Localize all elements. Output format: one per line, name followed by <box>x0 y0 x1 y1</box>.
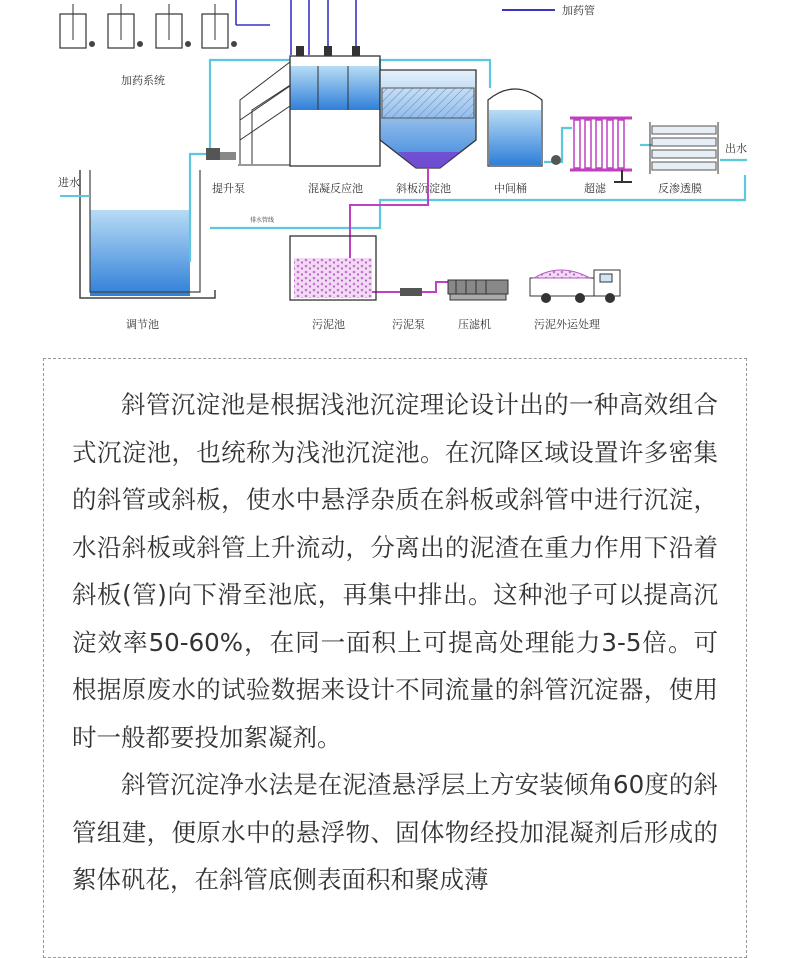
inclined-tubes <box>382 88 474 118</box>
ro-unit <box>650 122 718 174</box>
label-sludge-transport: 污泥外运处理 <box>534 318 600 331</box>
label-uf: 超滤 <box>584 182 606 195</box>
filter-press <box>448 280 508 300</box>
label-mid-tank: 中间桶 <box>494 182 527 195</box>
label-sludge-pump: 污泥泵 <box>392 318 425 331</box>
sludge-tank-fill <box>294 258 372 298</box>
label-lift-pump: 提升泵 <box>212 182 245 195</box>
equal-tank-water <box>90 210 190 296</box>
ultrafiltration-unit <box>570 118 632 182</box>
legend-dosing-label: 加药管 <box>562 4 595 17</box>
water-treatment-process-diagram <box>0 0 790 345</box>
label-equal-tank: 调节池 <box>126 318 159 331</box>
description-text-box <box>43 358 747 958</box>
sludge-truck <box>530 270 620 303</box>
label-coag-tank: 混凝反应池 <box>308 182 363 195</box>
paragraph-1: 斜管沉淀池是根据浅池沉淀理论设计出的一种高效组合式沉淀池，也统称为浅池沉淀池。在沉降区域设置许多密集的斜管或斜板，使水中悬浮杂质在斜板或斜管中进行沉淀，水沿斜板或斜管上升流动，分离出的泥渣在重力作用下沿着斜板(管)向下滑至池底，再集中排出。这种池子可以提高沉淀效率50-60%，在同一面积上可提高处理能力3-5倍。可根据原废水的试验数据来设计不同流量的斜管沉淀器，使用时一般都要投加絮凝剂。 <box>72 390 718 752</box>
label-tube-settler: 斜板沉淀池 <box>396 182 451 195</box>
label-dosing-system: 加药系统 <box>121 74 165 87</box>
label-ro: 反渗透膜 <box>658 182 702 195</box>
label-filter-press: 压滤机 <box>458 318 491 331</box>
label-drain: 排水管线 <box>250 217 275 224</box>
dosing-tanks <box>60 14 228 48</box>
paragraph-2: 斜管沉淀净水法是在泥渣悬浮层上方安装倾角60度的斜管组建，便原水中的悬浮物、固体物经投加混凝剂后形成的絮体矾花，在斜管底侧表面积和聚成薄 <box>72 770 718 894</box>
label-inlet: 进水 <box>58 176 80 189</box>
coag-tank-water <box>290 66 380 110</box>
sludge-pump <box>400 288 422 296</box>
label-outlet: 出水 <box>725 142 747 155</box>
lift-pump <box>206 148 236 160</box>
label-sludge-tank: 污泥池 <box>312 318 345 331</box>
